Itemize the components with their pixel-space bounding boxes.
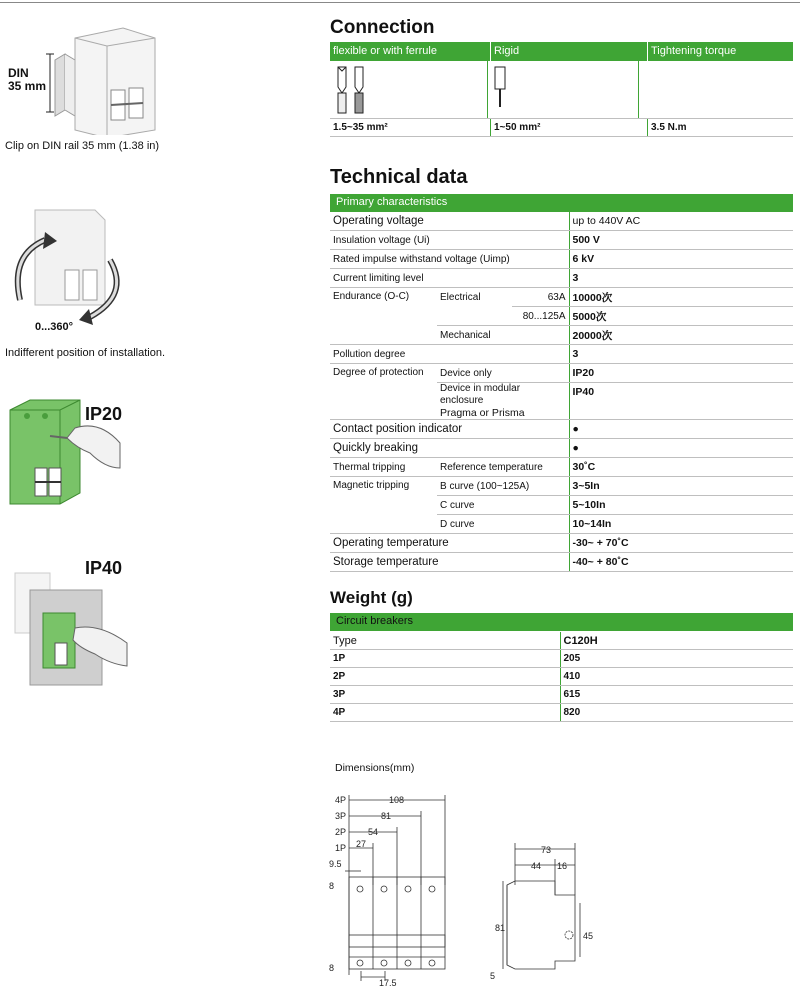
primary-characteristics-bar: Primary characteristics [330,194,793,212]
connection-table [330,42,793,137]
weight-title: Weight (g) [330,588,413,607]
operating-temp-value: -30~ + 70˚C [569,534,793,553]
protection-enclosure-label: Device in modular enclosure [440,383,521,406]
dimensions-drawing [325,785,795,997]
endurance-mechanical-value: 20000次 [569,326,793,345]
ferrule-icon [330,61,487,118]
endurance-mechanical-label: Mechanical [437,326,569,345]
magnetic-c-value: 5~10In [569,496,793,515]
din-label: DIN [8,66,29,80]
dim-pole-4p: 4P [335,795,347,805]
pollution-value: 3 [569,345,793,364]
rigid-value: 1~50 mm² [490,119,647,136]
table-row [330,686,793,704]
table-row [330,553,793,572]
dim-side-mid: 45 [583,931,594,941]
operating-voltage-value: up to 440V AC [569,212,793,231]
torque-value: 3.5 N.m [647,119,793,136]
protection-device-only-value: IP20 [569,364,793,383]
weight-type-label: Type [330,632,560,650]
weight-pole: 4P [330,704,560,722]
dim-pole-3p: 3P [335,811,347,821]
current-limiting-value: 3 [569,269,793,288]
din-rail-illustration [5,20,165,135]
weight-pole: 2P [330,668,560,686]
impulse-voltage-value: 6 kV [569,250,793,269]
operating-temp-label: Operating temperature [330,534,569,553]
weight-value: 410 [560,668,793,686]
connection-title: Connection [330,17,435,38]
insulation-voltage-label: Insulation voltage (Ui) [330,231,569,250]
weight-value: 205 [560,650,793,668]
technical-title: Technical data [330,166,468,188]
dim-width-2p: 54 [368,827,379,837]
magnetic-label: Magnetic tripping [330,477,437,534]
ip40-illustration [5,568,135,690]
table-row [330,477,793,496]
protection-label: Degree of protection [330,364,437,420]
pollution-label: Pollution degree [330,345,569,364]
table-row [330,269,793,288]
table-row [330,458,793,477]
endurance-electrical-label: Electrical [440,291,481,303]
table-row [330,345,793,364]
thermal-label: Thermal tripping [330,458,437,477]
dim-side-height: 81 [495,923,506,933]
table-row [330,212,793,231]
endurance-label: Endurance (O-C) [330,288,437,345]
thermal-sub-label: Reference temperature [437,458,569,477]
dim-side-d1: 44 [531,861,542,871]
magnetic-c-label: C curve [437,496,569,515]
connection-header-flexible: flexible or with ferrule [333,45,437,57]
weight-table [330,632,793,722]
weight-pole: 1P [330,650,560,668]
table-row [330,632,793,650]
dim-side-d2: 16 [557,861,568,871]
storage-temp-value: -40~ + 80˚C [569,553,793,572]
dim-width-4p: 108 [389,795,405,805]
protection-enclosure-brands: Pragma or Prisma [440,407,525,419]
dim-width-1p: 27 [356,839,367,849]
dim-side-depth: 73 [541,845,552,855]
magnetic-b-label: B curve (100~125A) [437,477,569,496]
dim-offset: 9.5 [329,859,342,869]
table-row [330,364,793,383]
dim-side-base: 5 [490,971,496,981]
endurance-80-125a-value: 5000次 [569,307,793,326]
table-row [330,231,793,250]
operating-voltage-label: Operating voltage [330,212,569,231]
table-row [330,250,793,269]
endurance-range-80-125a: 80...125A [512,307,569,326]
quick-breaking-label: Quickly breaking [330,439,569,458]
contact-indicator-value: ● [569,420,793,439]
ip40-label: IP40 [85,558,123,578]
table-row [330,439,793,458]
protection-device-only-label: Device only [437,364,569,383]
contact-indicator-label: Contact position indicator [330,420,569,439]
rigid-wire-icon [487,61,638,118]
position-caption: Indifferent position of installation. [5,347,166,359]
table-row [330,534,793,553]
technical-table [330,212,793,572]
protection-enclosure-value: IP40 [569,383,793,420]
top-rule [0,2,800,3]
current-limiting-label: Current limiting level [330,269,569,288]
rotation-label: 0...360° [35,321,74,333]
table-row [330,704,793,722]
insulation-voltage-value: 500 V [569,231,793,250]
table-row [330,650,793,668]
dim-pitch: 17.5 [379,978,397,988]
flexible-value: 1.5~35 mm² [333,122,388,133]
ip20-label: IP20 [85,404,123,424]
weight-pole: 3P [330,686,560,704]
weight-type-value: C120H [560,632,793,650]
dim-width-3p: 81 [381,811,392,821]
endurance-range-63a: 63A [512,288,569,307]
magnetic-d-value: 10~14In [569,515,793,534]
endurance-63a-value: 10000次 [569,288,793,307]
din-width-label: 35 mm [8,79,47,93]
table-row [330,288,793,307]
storage-temp-label: Storage temperature [330,553,569,572]
connection-header-torque: Tightening torque [647,42,793,61]
dimensions-title: Dimensions(mm) [335,762,415,774]
rotation-illustration [5,205,145,335]
clip-caption: Clip on DIN rail 35 mm (1.38 in) [5,140,160,152]
table-row [330,668,793,686]
dim-pole-1p: 1P [335,843,347,853]
connection-header-rigid: Rigid [490,42,647,61]
magnetic-b-value: 3~5In [569,477,793,496]
dim-pole-2p: 2P [335,827,347,837]
table-row [330,420,793,439]
circuit-breakers-bar: Circuit breakers [330,613,793,631]
dim-top-hole: 8 [329,881,335,891]
quick-breaking-value: ● [569,439,793,458]
impulse-voltage-label: Rated impulse withstand voltage (Uimp) [330,250,569,269]
thermal-value: 30˚C [569,458,793,477]
weight-value: 615 [560,686,793,704]
magnetic-d-label: D curve [437,515,569,534]
weight-value: 820 [560,704,793,722]
dim-bottom-hole: 8 [329,963,335,973]
